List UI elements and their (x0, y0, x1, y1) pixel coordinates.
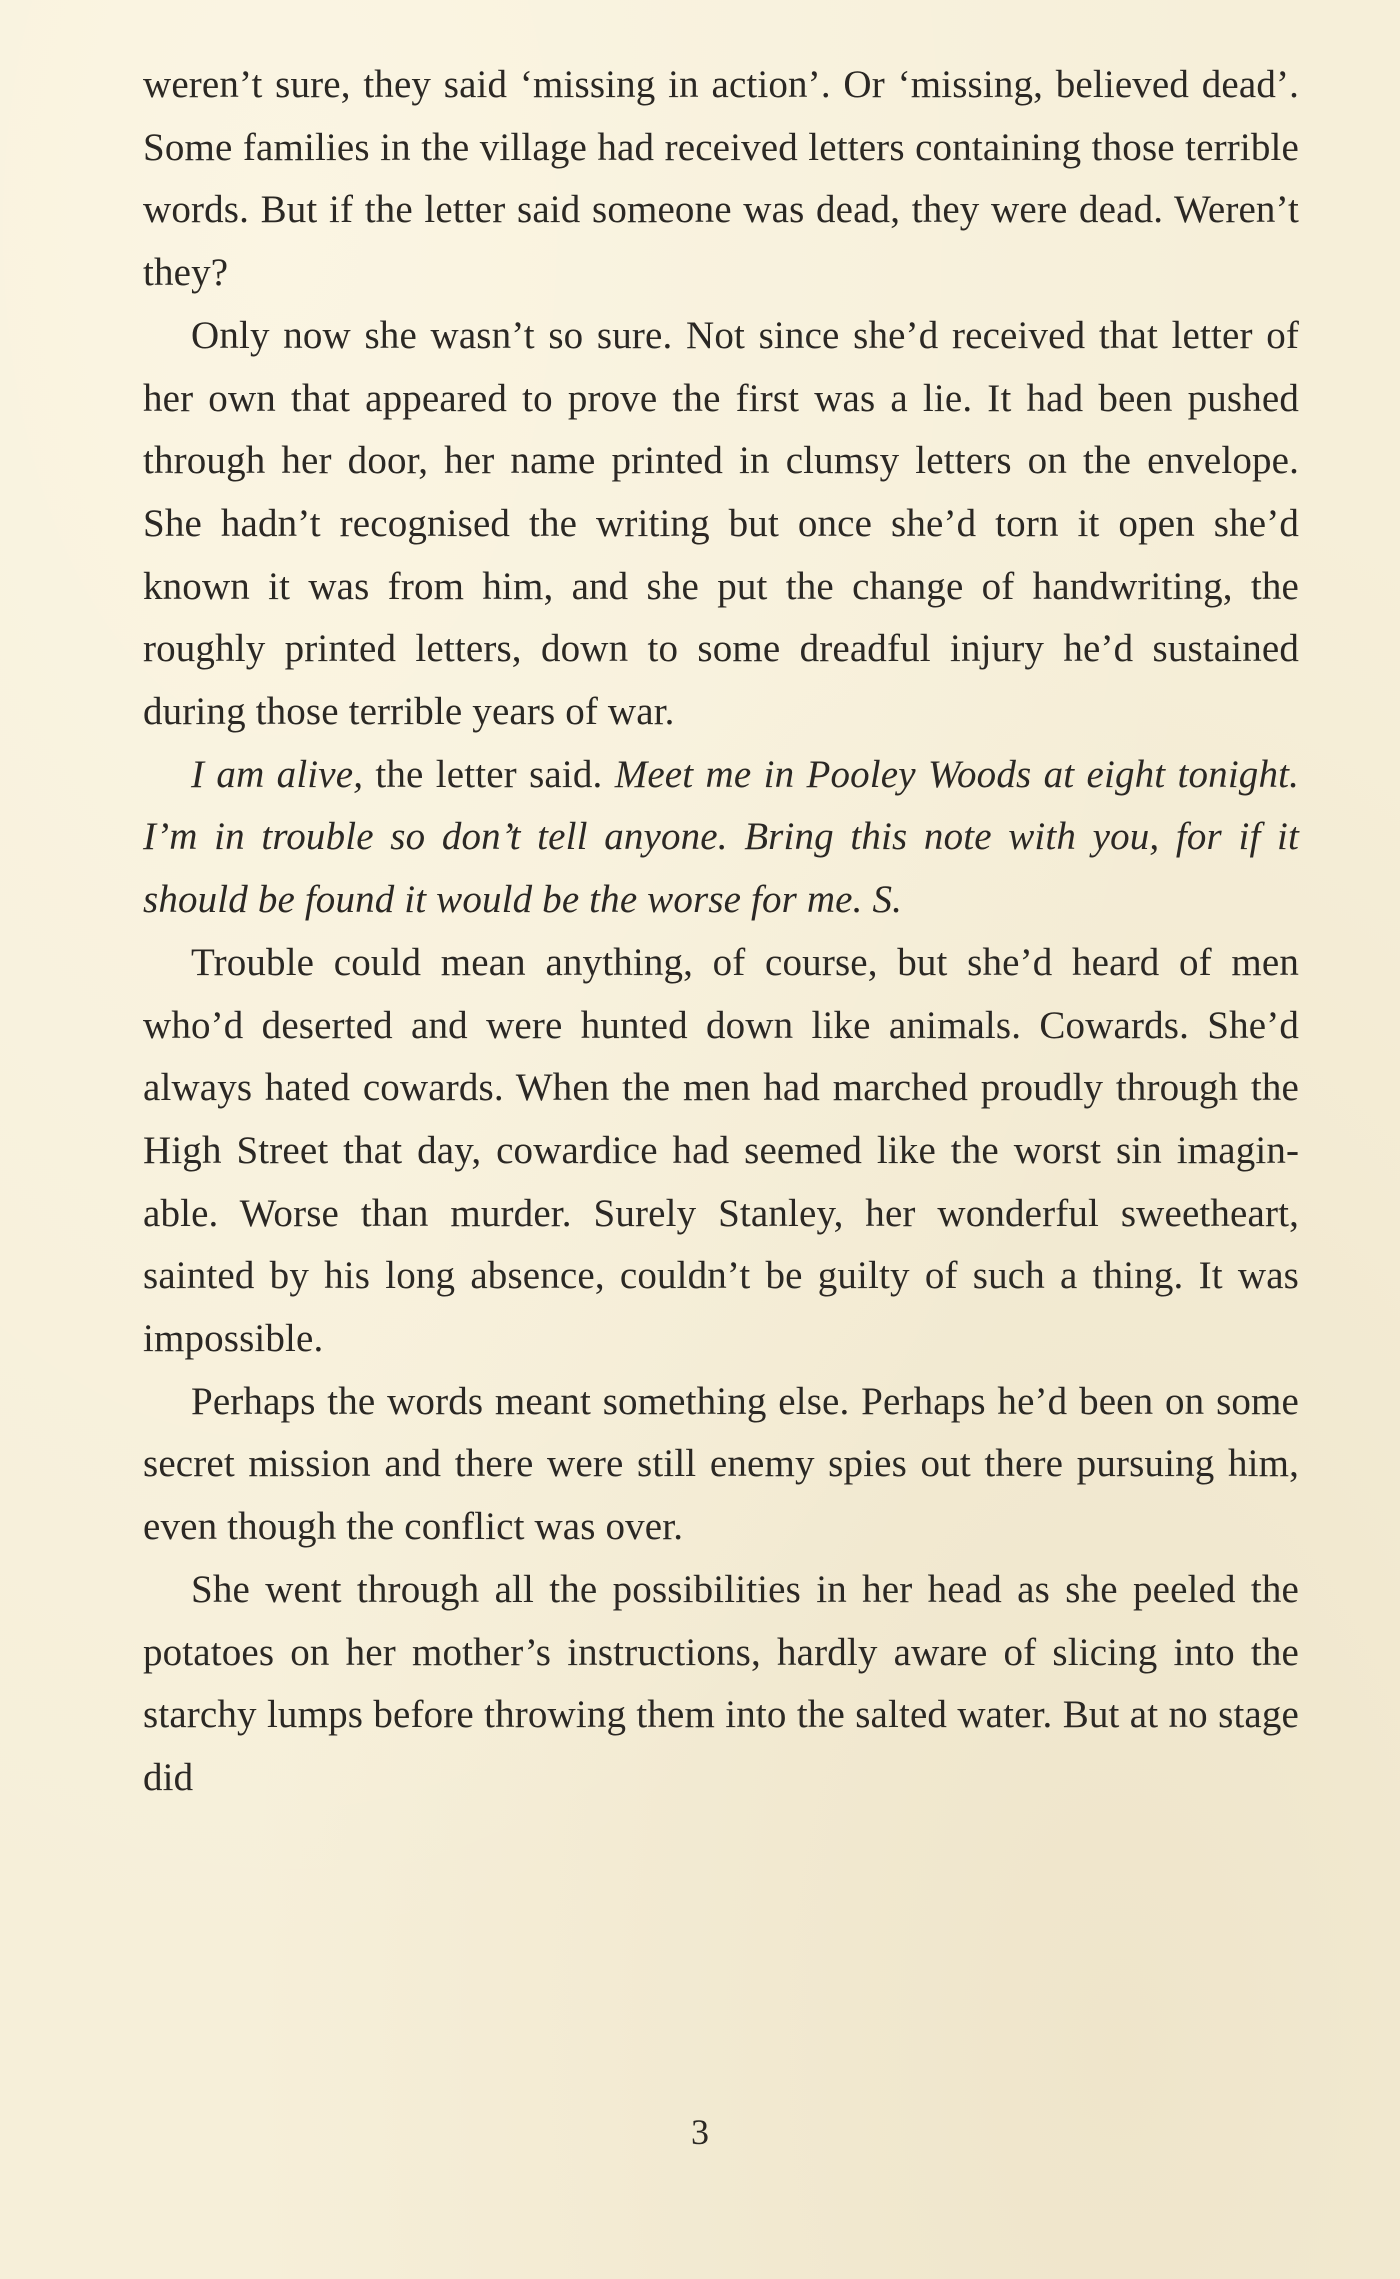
paragraph-5-text: Perhaps the words meant something else. Perhaps he’d been on some secret mission and there were still enemy spies out there pursuing him, even though the conflict was over. (143, 1379, 1299, 1549)
letter-opening: I am alive, (191, 752, 364, 796)
paragraph-2 (143, 305, 1299, 744)
page-number: 3 (691, 2112, 709, 2152)
paragraph-6 (143, 1559, 1299, 1810)
paragraph-4 (143, 932, 1299, 1371)
paragraph-5 (143, 1371, 1299, 1559)
body-text (143, 54, 1299, 1810)
paragraph-1 (143, 54, 1299, 305)
paragraph-2-text: Only now she wasn’t so sure. Not since she’d received that letter of her own that appeared to prove the first was a lie. It had been pushed through her door, her name printed in clumsy letters on the envelope. She hadn’t recognised the writing but once she’d torn it open she’d known it was from him, and she put the change of handwriting, the roughly printed letters, down to some dreadful injury he’d sustained during those terrible years of war. (143, 313, 1299, 734)
paragraph-6-text: She went through all the possibilities in her head as she peeled the potatoes on her mother’s instructions, hardly aware of slicing into the starchy lumps before throwing them into the salted water. But at no stage did (143, 1567, 1299, 1799)
letter-attribution: the letter said. (363, 752, 615, 796)
letter-body: Meet me in Pooley Woods at eight tonight. I’m in trouble so don’t tell anyone. Bring this note with you, for if it should be found it would be the worse for me. S. (143, 752, 1299, 922)
paragraph-4-text: Trouble could mean anything, of course, but she’d heard of men who’d deserted and were hunted down like animals. Cowards. She’d always hated cowards. When the men had marched proudly through the High Street that day, cowardice had seemed like the worst sin imaginable. Worse than murder. Surely Stanley, her wonderful sweetheart, sainted by his long absence, couldn’t be guilty of such a thing. It was impossible. (143, 940, 1299, 1361)
paragraph-3-letter (143, 744, 1299, 932)
paragraph-1-text: weren’t sure, they said ‘missing in action’. Or ‘missing, believed dead’. Some families in the village had received letters containing those terrible words. But if the letter said someone was dead, they were dead. Weren’t they? (143, 63, 1299, 295)
